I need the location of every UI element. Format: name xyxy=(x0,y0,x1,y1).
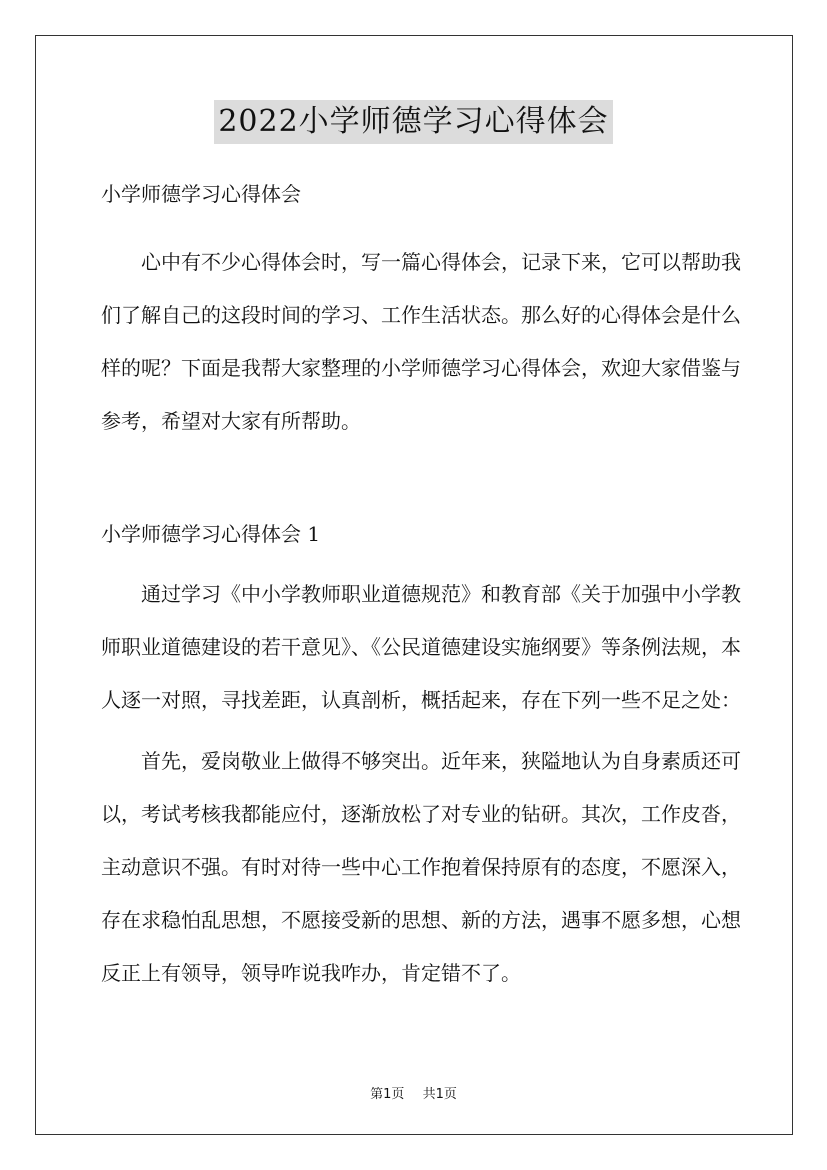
section1-paragraph-1: 通过学习《中小学教师职业道德规范》和教育部《关于加强中小学教师职业道德建设的若干意见》、《公民道德建设实施纲要》等条例法规，本人逐一对照，寻找差距，认真剖析，概括起来，存在下列一些不足之处： xyxy=(101,582,741,712)
title-container xyxy=(0,100,827,144)
intro-paragraph: 心中有不少心得体会时，写一篇心得体会，记录下来，它可以帮助我们了解自己的这段时间的学习、工作生活状态。那么好的心得体会是什么样的呢？下面是我帮大家整理的小学师德学习心得体会，欢迎大家借鉴与参考，希望对大家有所帮助。 xyxy=(101,250,741,433)
page-number-total: 共1页 xyxy=(422,1087,457,1102)
section-heading-1: 小学师德学习心得体会 1 xyxy=(101,522,321,546)
page-footer xyxy=(0,1083,827,1102)
document-body xyxy=(101,176,741,1000)
document-title: 2022小学师德学习心得体会 xyxy=(214,100,612,144)
document-heading: 小学师德学习心得体会 xyxy=(101,182,301,206)
page-number-current: 第1页 xyxy=(370,1087,405,1102)
section1-paragraph-2: 首先，爱岗敬业上做得不够突出。近年来，狭隘地认为自身素质还可以，考试考核我都能应付，逐渐放松了对专业的钻研。其次，工作皮沓，主动意识不强。有时对待一些中心工作抱着保持原有的态度，不愿深入，存在求稳怕乱思想，不愿接受新的思想、新的方法，遇事不愿多想，心想反正上有领导，领导咋说我咋办，肯定错不了。 xyxy=(101,749,741,985)
